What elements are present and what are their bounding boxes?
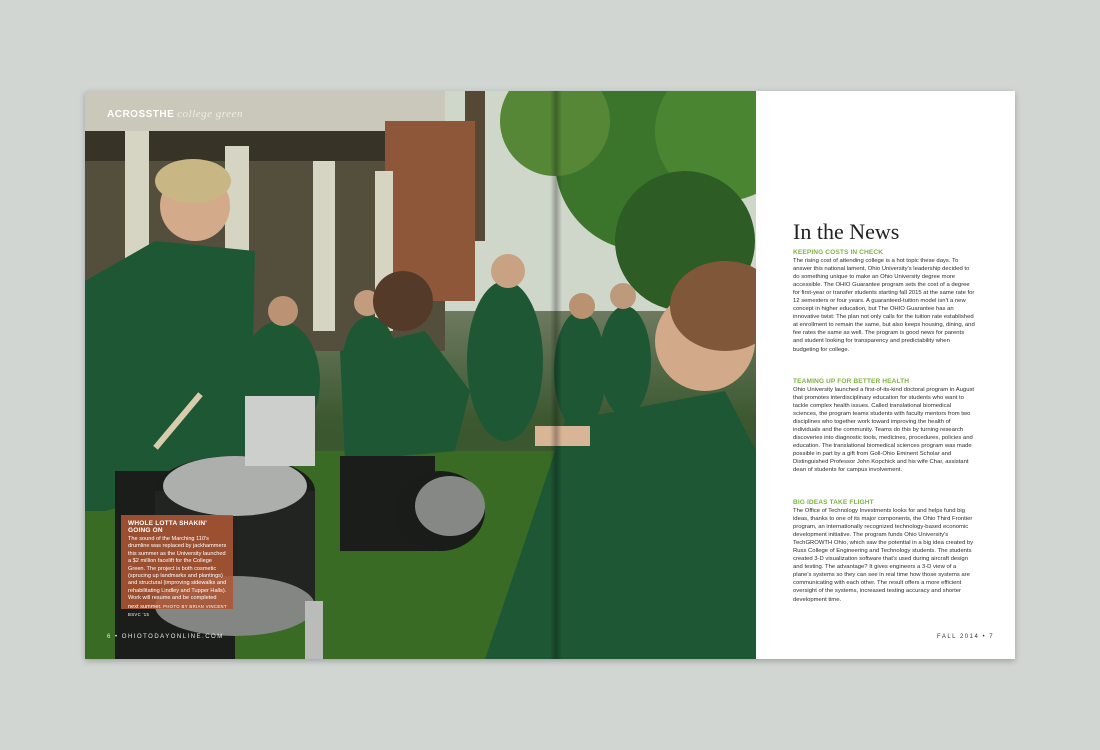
article-teaming-up (793, 378, 975, 475)
article-heading: KEEPING COSTS IN CHECK (793, 249, 884, 256)
article-body: Ohio University launched a first-of-its-kind doctoral program in August that promotes interdisciplinary education for students who want to tackle complex health issues. Called translational biomedical sciences, the program teams students with faculty mentors from two disciplines who together work toward improving the health of individuals and the community. Teams do this by turning research discoveries into diagnostic tools, medicines, procedures, policies and education. The translational biomedical sciences program was made possible in part by a gift from Goll-Ohio Eminent Scholar and Distinguished Professor John Kopchick and his wife Char, assistant dean of students for campus involvement. (793, 387, 975, 474)
section-label-light: college green (177, 108, 243, 120)
photo-caption-box (121, 515, 233, 618)
article-body: The Office of Technology Investments looks for and helps fund big ideas, thanks to one of its major components, the Ohio Third Frontier program, an internationally recognized technology-based economic development initiative. The program funds Ohio University's TechGROWTH Ohio, which saw the potential in a big idea created by Russ College of Engineering and Technology students. The students created 3-D visualization software that's used during aircraft design and testing. The advantage? It gives engineers a 3-D view of a plane's systems so they can see in real time how those systems are communicating with each other. The result offers a more efficient oversight of the systems, increased testing accuracy and shorter development time. (793, 508, 974, 603)
drumline-photo (85, 91, 756, 659)
section-label (107, 108, 243, 120)
article-heading: TEAMING UP FOR BETTER HEALTH (793, 378, 910, 385)
news-page (756, 91, 1015, 659)
folio-left: 6 • OHIOTODAYONLINE.COM (107, 634, 224, 640)
folio-right: FALL 2014 • 7 (937, 634, 995, 640)
article-body: The rising cost of attending college is a hot topic these days. To answer this national lament, Ohio University's leadership decided to do something unique to make an Ohio University degree more accessible. The OHIO Guarantee program sets the cost of a degree for first-year or transfer students starting fall 2015 at the same rate for 12 semesters or four years. A guaranteed-tuition model isn't a new concept in higher education, but The OHIO Guarantee has an innovative twist: The plan not only calls for the tuition rate established at enrollment to remain the same, but also keeps housing, dining, and fee rates the same as well. The program is good news for parents and student looking for transparency and predictability when budgeting for college. (793, 258, 975, 353)
caption-body: The sound of the Marching 110's drumline was replaced by jackhammers this summer as the University launched a $2 million facelift for the College Green. The project is both cosmetic (sprucing up landmarks and plantings) and structural (improving sidewalks and rehabilitating Lindley and Tupper Halls). Work will resume and be completed next summer. (128, 536, 227, 610)
page-title: In the News (793, 219, 900, 244)
article-heading: BIG IDEAS TAKE FLIGHT (793, 499, 874, 506)
caption-credit: PHOTO BY BRIAN VINCENT BSVC '15 (128, 603, 227, 618)
section-label-bold: ACROSS (107, 109, 153, 120)
section-label-rest: THE (152, 109, 175, 120)
spread-gutter (550, 91, 562, 659)
caption-text (128, 536, 227, 619)
article-keeping-costs (793, 249, 975, 354)
caption-title: WHOLE LOTTA SHAKIN' GOING ON (128, 520, 208, 534)
magazine-spread (85, 91, 1015, 659)
article-big-ideas (793, 499, 975, 604)
